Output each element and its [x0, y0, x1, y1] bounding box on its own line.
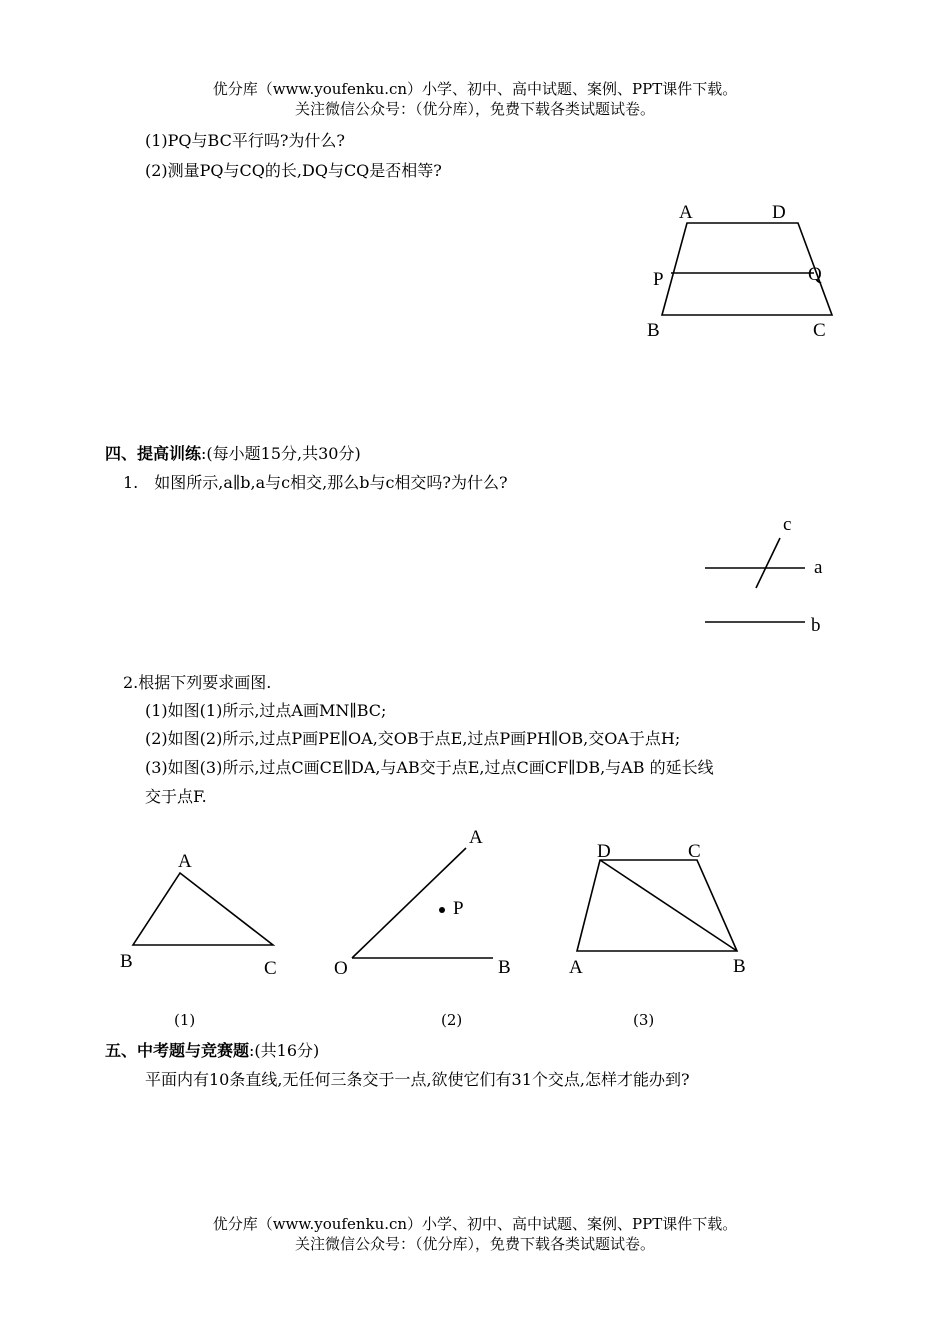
footer-line-2: 关注微信公众号：（优分库），免费下载各类试题试卷。 [294, 1235, 655, 1253]
fig2-label-B: B [498, 957, 511, 978]
header-line-1: 优分库（www.youfenku.cn）小学、初中、高中试题、案例、PPT课件下载。 [212, 80, 738, 98]
fig1-label-B: B [120, 951, 133, 972]
label-Q: Q [808, 264, 822, 285]
point-p [439, 907, 445, 913]
section4-score: :(每小题15分,共30分) [201, 444, 361, 463]
footer-line-1: 优分库（www.youfenku.cn）小学、初中、高中试题、案例、PPT课件下载。 [212, 1215, 738, 1233]
section5-heading [105, 1038, 319, 1061]
fig1-label-A: A [178, 851, 192, 872]
label-P: P [653, 269, 664, 290]
section4-question-2-2: (2)如图(2)所示,过点P画PE∥OA,交OB于点E,过点P画PH∥OB,交OA于点H; [145, 729, 681, 748]
figure1-caption: (1) [174, 1011, 196, 1029]
section4-title: 四、提高训练 [105, 444, 202, 463]
label-D: D [772, 202, 786, 223]
section5-title: 五、中考题与竞赛题 [105, 1041, 250, 1060]
figure3-caption: (3) [633, 1011, 655, 1029]
fig1-label-C: C [264, 958, 277, 979]
question-measure-pq-cq: (2)测量PQ与CQ的长,DQ与CQ是否相等? [145, 161, 442, 180]
fig3-label-C: C [688, 841, 701, 862]
header-line-2: 关注微信公众号：（优分库），免费下载各类试题试卷。 [294, 100, 655, 118]
section4-question-2-intro: 2.根据下列要求画图. [123, 673, 272, 692]
section4-question-1: 1. 如图所示,a∥b,a与c相交,那么b与c相交吗?为什么? [123, 473, 508, 492]
section5-question: 平面内有10条直线,无任何三条交于一点,欲使它们有31个交点,怎样才能办到? [145, 1070, 690, 1089]
triangle-abc [133, 873, 273, 945]
trapezoid-dcba [577, 860, 737, 951]
ray-oa [352, 848, 466, 958]
fig3-label-A: A [569, 957, 583, 978]
fig2-label-O: O [334, 958, 348, 979]
label-A: A [679, 202, 693, 223]
label-b: b [811, 615, 821, 636]
label-B: B [647, 320, 660, 341]
label-C: C [813, 320, 826, 341]
section4-question-2-3: (3)如图(3)所示,过点C画CE∥DA,与AB交于点E,过点C画CF∥DB,与AB 的延长线 [145, 758, 714, 777]
label-c: c [783, 514, 792, 535]
fig2-label-P: P [453, 898, 464, 919]
fig2-label-A: A [469, 827, 483, 848]
label-a: a [814, 557, 823, 578]
section4-question-2-1: (1)如图(1)所示,过点A画MN∥BC; [145, 701, 387, 720]
figure2-caption: (2) [441, 1011, 463, 1029]
section5-score: :(共16分) [249, 1041, 320, 1060]
section4-question-2-3-cont: 交于点F. [145, 787, 207, 806]
question-pq-parallel: (1)PQ与BC平行吗?为什么? [145, 131, 346, 150]
fig3-label-B: B [733, 956, 746, 977]
fig3-label-D: D [597, 841, 611, 862]
